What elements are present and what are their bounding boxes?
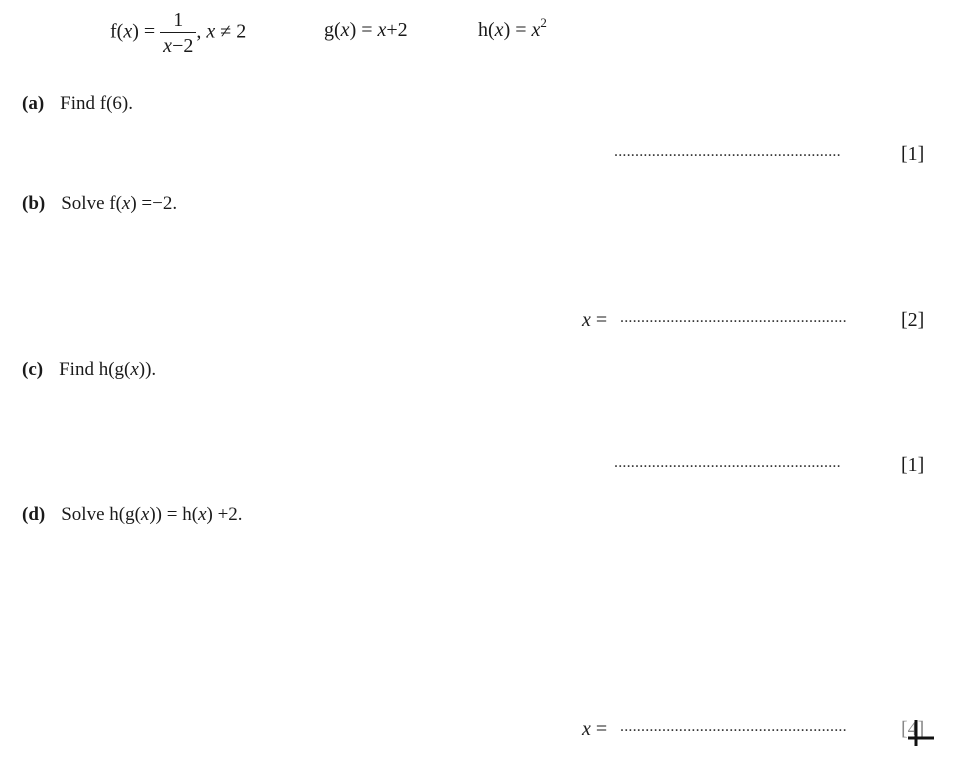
question-c-label: (c) [22, 359, 44, 380]
answer-prefix-d-eq: = [590, 718, 608, 740]
function-h-definition [478, 15, 547, 42]
f-equals: ) = [132, 20, 156, 43]
question-b-text [61, 193, 177, 214]
question-d-text [61, 504, 242, 525]
g-var: x [340, 19, 350, 41]
question-d [22, 504, 243, 526]
question-a [22, 93, 133, 115]
f-condition-var: x [206, 20, 216, 43]
answer-line-b[interactable] [620, 309, 847, 327]
question-c [22, 359, 156, 381]
crop-mark-icon [906, 718, 936, 748]
answer-line-a[interactable] [614, 143, 841, 161]
function-f-definition [110, 10, 246, 56]
h-equals: ) = [503, 19, 532, 41]
g-rhs-rest: +2 [386, 19, 408, 41]
f-lhs: f( [110, 20, 124, 43]
answer-prefix-d [582, 718, 607, 741]
marks-a: [1] [901, 143, 925, 165]
answer-prefix-d-var: x [582, 718, 591, 740]
question-c-text [59, 359, 156, 380]
question-a-label: (a) [22, 93, 45, 114]
answer-prefix-b [582, 309, 607, 332]
question-c-var: x [130, 359, 139, 380]
question-b [22, 193, 177, 215]
question-d-text-mid: )) = h( [149, 504, 199, 525]
marks-b: [2] [901, 309, 925, 331]
h-var: x [494, 19, 504, 41]
f-var: x [123, 20, 133, 43]
question-b-label: (b) [22, 193, 46, 214]
f-condition: ≠ 2 [215, 20, 247, 43]
question-d-var2: x [198, 504, 207, 525]
g-equals: ) = [349, 19, 378, 41]
answer-prefix-b-var: x [582, 309, 591, 331]
answer-dots-a[interactable]: ...................................................... [614, 143, 841, 160]
marks-d: [4] [901, 718, 925, 740]
answer-dots-b[interactable]: ...................................................... [620, 309, 847, 326]
h-name: h( [478, 19, 495, 41]
question-d-var: x [140, 504, 150, 525]
question-d-label: (d) [22, 504, 46, 525]
answer-line-c[interactable] [614, 454, 841, 472]
answer-prefix-b-eq: = [590, 309, 608, 331]
answer-dots-c[interactable]: ...................................................... [614, 454, 841, 471]
f-denominator [160, 33, 196, 56]
g-name: g( [324, 19, 341, 41]
f-comma: , [196, 20, 202, 43]
marks-c: [1] [901, 454, 925, 476]
h-rhs-var: x [531, 19, 541, 41]
question-b-text-post: ) =−2. [130, 193, 178, 214]
answer-dots-d[interactable]: ...................................................... [620, 718, 847, 735]
question-a-text: Find f(6). [60, 93, 133, 114]
g-rhs-var: x [377, 19, 387, 41]
question-c-text-post: )). [138, 359, 157, 380]
f-numerator: 1 [160, 10, 196, 33]
f-denominator-var: x [163, 35, 173, 57]
f-denominator-rest: −2 [172, 35, 194, 57]
question-d-text-pre: Solve h(g( [61, 504, 141, 525]
answer-line-d[interactable] [620, 718, 847, 736]
question-c-text-pre: Find h(g( [59, 359, 131, 380]
question-b-text-pre: Solve f( [61, 193, 122, 214]
question-b-var: x [121, 193, 131, 214]
f-fraction [160, 10, 196, 56]
h-exponent: 2 [540, 15, 547, 30]
question-d-text-post: ) +2. [206, 504, 243, 525]
function-g-definition [324, 19, 408, 42]
